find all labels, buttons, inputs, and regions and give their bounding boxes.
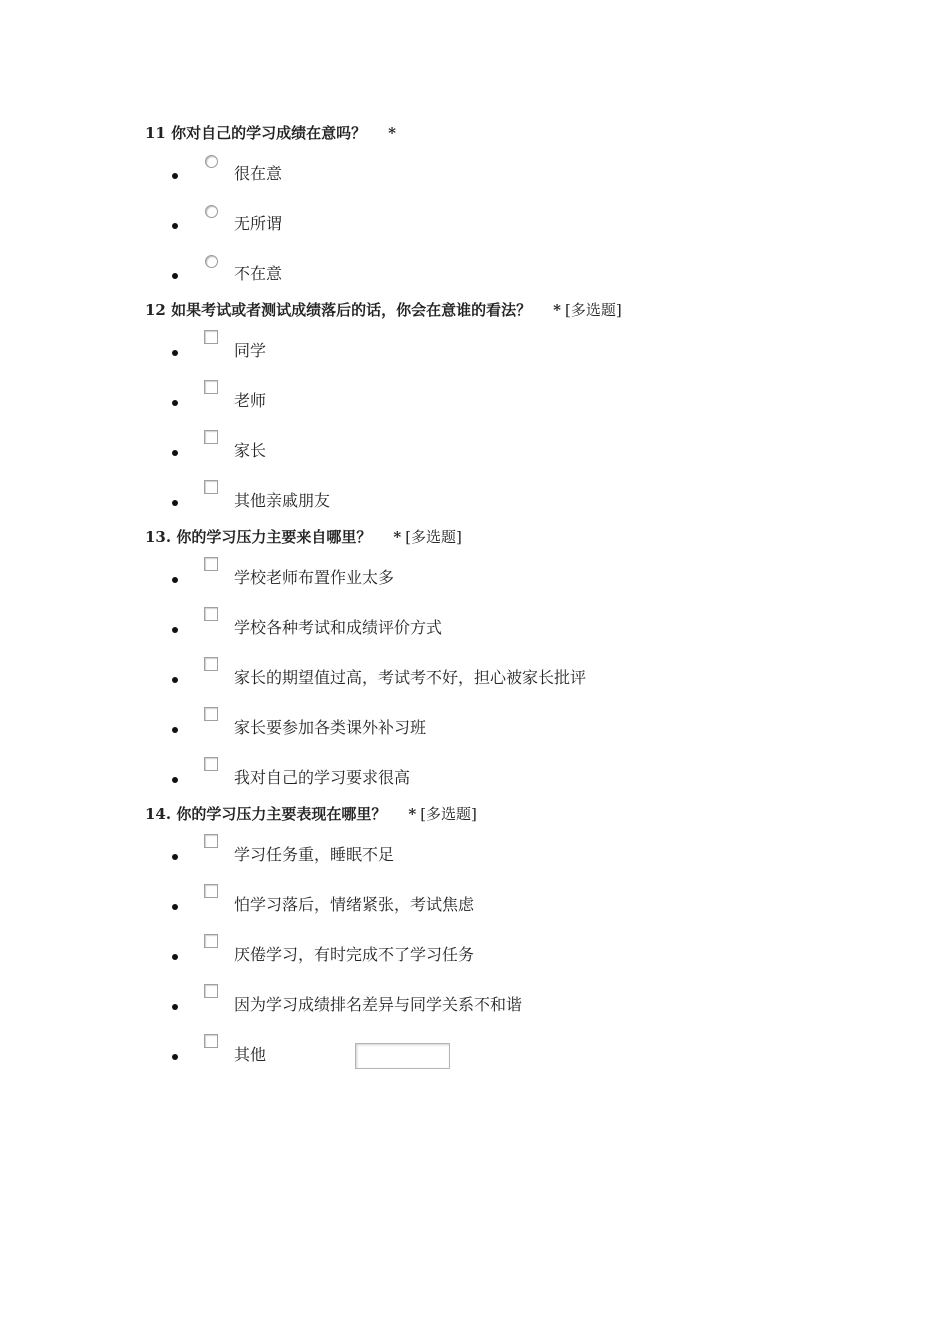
list-item xyxy=(145,426,905,476)
checkbox[interactable] xyxy=(204,480,218,494)
option-label: 很在意 xyxy=(234,164,283,183)
option-list xyxy=(145,326,905,526)
option-label: 老师 xyxy=(234,391,267,410)
checkbox[interactable] xyxy=(204,757,218,771)
checkbox[interactable] xyxy=(204,607,218,621)
checkbox[interactable] xyxy=(204,707,218,721)
question-title xyxy=(145,803,905,825)
question-12 xyxy=(145,299,905,526)
option-label: 学习任务重，睡眠不足 xyxy=(234,845,395,864)
question-14 xyxy=(145,803,905,1080)
radio-button[interactable] xyxy=(205,205,218,218)
option-label: 家长的期望值过高，考试考不好，担心被家长批评 xyxy=(234,668,587,687)
question-title xyxy=(145,299,905,321)
list-item xyxy=(145,880,905,930)
other-label-text: 其他 xyxy=(234,1045,267,1064)
multi-select-tag: [多选题] xyxy=(405,528,462,546)
question-text: 14. 你的学习压力主要表现在哪里？ xyxy=(145,805,387,823)
radio-button[interactable] xyxy=(205,255,218,268)
bullet-icon xyxy=(172,677,178,683)
option-label-other xyxy=(234,1044,266,1066)
checkbox[interactable] xyxy=(204,834,218,848)
question-13 xyxy=(145,526,905,803)
question-11 xyxy=(145,122,905,299)
option-label: 家长 xyxy=(234,441,267,460)
question-text: 11 你对自己的学习成绩在意吗？ xyxy=(145,124,367,142)
checkbox[interactable] xyxy=(204,657,218,671)
question-text: 13. 你的学习压力主要来自哪里？ xyxy=(145,528,372,546)
list-item xyxy=(145,980,905,1030)
option-label: 因为学习成绩排名差异与同学关系不和谐 xyxy=(234,995,523,1014)
bullet-icon xyxy=(172,577,178,583)
checkbox[interactable] xyxy=(204,557,218,571)
checkbox[interactable] xyxy=(204,330,218,344)
required-mark: * xyxy=(553,301,561,319)
survey xyxy=(145,122,905,1080)
list-item xyxy=(145,199,905,249)
required-mark: * xyxy=(408,805,417,823)
other-text-input[interactable] xyxy=(355,1043,450,1069)
checkbox[interactable] xyxy=(204,430,218,444)
list-item xyxy=(145,376,905,426)
checkbox[interactable] xyxy=(204,1034,218,1048)
option-label: 其他亲戚朋友 xyxy=(234,491,331,510)
question-text: 12 如果考试或者测试成绩落后的话，你会在意谁的看法？ xyxy=(145,301,532,319)
checkbox[interactable] xyxy=(204,884,218,898)
option-list xyxy=(145,149,905,299)
list-item xyxy=(145,149,905,199)
bullet-icon xyxy=(172,1054,178,1060)
option-label: 无所谓 xyxy=(234,214,283,233)
radio-button[interactable] xyxy=(205,155,218,168)
question-title xyxy=(145,122,905,144)
bullet-icon xyxy=(172,500,178,506)
question-title xyxy=(145,526,905,548)
option-label: 家长要参加各类课外补习班 xyxy=(234,718,427,737)
bullet-icon xyxy=(172,954,178,960)
option-label: 学校老师布置作业太多 xyxy=(234,568,395,587)
bullet-icon xyxy=(172,400,178,406)
bullet-icon xyxy=(172,904,178,910)
bullet-icon xyxy=(172,627,178,633)
list-item xyxy=(145,553,905,603)
option-list xyxy=(145,830,905,1080)
list-item xyxy=(145,326,905,376)
list-item xyxy=(145,753,905,803)
list-item xyxy=(145,703,905,753)
bullet-icon xyxy=(172,1004,178,1010)
option-list xyxy=(145,553,905,803)
required-mark: * xyxy=(388,124,396,142)
bullet-icon xyxy=(172,777,178,783)
checkbox[interactable] xyxy=(204,984,218,998)
option-label: 我对自己的学习要求很高 xyxy=(234,768,411,787)
bullet-icon xyxy=(172,450,178,456)
option-label: 同学 xyxy=(234,341,267,360)
list-item xyxy=(145,930,905,980)
bullet-icon xyxy=(172,350,178,356)
list-item xyxy=(145,1030,905,1080)
bullet-icon xyxy=(172,854,178,860)
option-label: 学校各种考试和成绩评价方式 xyxy=(234,618,443,637)
bullet-icon xyxy=(172,727,178,733)
bullet-icon xyxy=(172,273,178,279)
list-item xyxy=(145,830,905,880)
list-item xyxy=(145,653,905,703)
option-label: 怕学习落后，情绪紧张，考试焦虑 xyxy=(234,895,475,914)
multi-select-tag: [多选题] xyxy=(564,301,622,319)
multi-select-tag: [多选题] xyxy=(420,805,477,823)
list-item xyxy=(145,476,905,526)
checkbox[interactable] xyxy=(204,934,218,948)
option-label: 不在意 xyxy=(234,264,283,283)
option-label: 厌倦学习，有时完成不了学习任务 xyxy=(234,945,475,964)
bullet-icon xyxy=(172,223,178,229)
checkbox[interactable] xyxy=(204,380,218,394)
required-mark: * xyxy=(393,528,402,546)
list-item xyxy=(145,249,905,299)
list-item xyxy=(145,603,905,653)
bullet-icon xyxy=(172,173,178,179)
